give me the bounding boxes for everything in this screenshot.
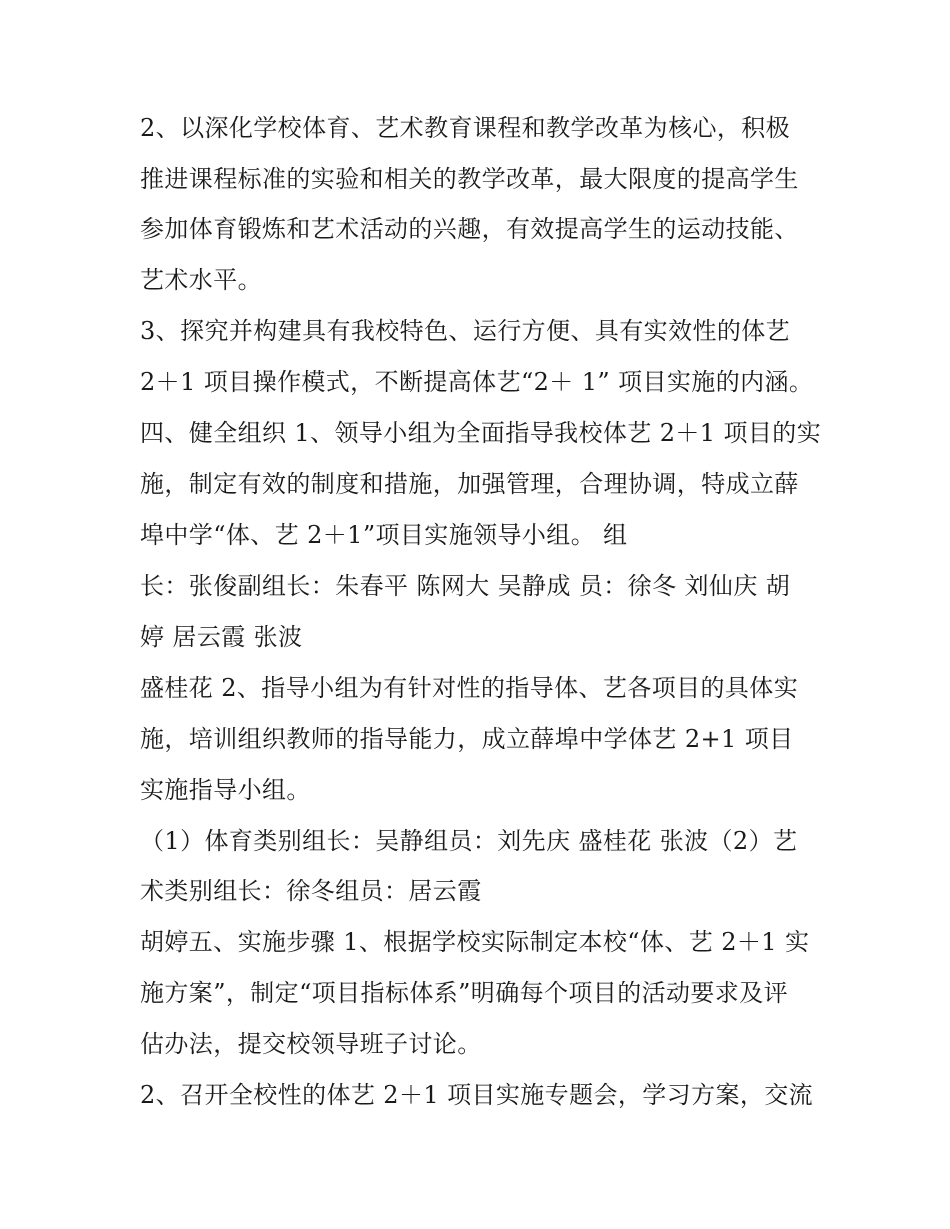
text-line: 胡婷五、实施步骤 1、根据学校实际制定本校“体、艺 2＋1 实	[140, 928, 810, 956]
text-line: 盛桂花 2、指导小组为有针对性的指导体、艺各项目的具体实	[140, 674, 799, 702]
text-line: 推进课程标准的实验和相关的教学改革，最大限度的提高学生	[140, 165, 799, 193]
text-line: 术类别组长：徐冬组员：居云霞	[140, 877, 482, 905]
text-line: 施，培训组织教师的指导能力，成立薛埠中学体艺 2+1 项目	[140, 725, 794, 753]
text-line: 估办法，提交校领导班子讨论。	[140, 1030, 482, 1058]
text-line: （1）体育类别组长：吴静组员：刘先庆 盛桂花 张波（2）艺	[140, 827, 798, 855]
text-line: 3、探究并构建具有我校特色、运行方便、具有实效性的体艺	[140, 317, 791, 345]
text-line: 艺术水平。	[140, 266, 262, 294]
text-line: 施，制定有效的制度和措施，加强管理，合理协调，特成立薛	[140, 470, 799, 498]
text-line: 2＋1 项目操作模式，不断提高体艺“2＋ 1” 项目实施的内涵。	[140, 368, 814, 396]
text-line: 施方案”，制定“项目指标体系”明确每个项目的活动要求及评	[140, 979, 789, 1007]
text-line: 四、健全组织 1、领导小组为全面指导我校体艺 2＋1 项目的实	[140, 419, 822, 447]
text-line: 实施指导小组。	[140, 776, 311, 804]
text-line: 婷 居云霞 张波	[140, 623, 303, 651]
text-line: 埠中学“体、艺 2＋1”项目实施领导小组。 组	[140, 521, 628, 549]
text-line: 2、召开全校性的体艺 2＋1 项目实施专题会，学习方案，交流	[140, 1081, 814, 1109]
text-line: 长：张俊副组长：朱春平 陈网大 吴静成 员：徐冬 刘仙庆 胡	[140, 572, 791, 600]
text-line: 2、以深化学校体育、艺术教育课程和教学改革为核心，积极	[140, 114, 791, 142]
text-line: 参加体育锻炼和艺术活动的兴趣，有效提高学生的运动技能、	[140, 215, 799, 243]
